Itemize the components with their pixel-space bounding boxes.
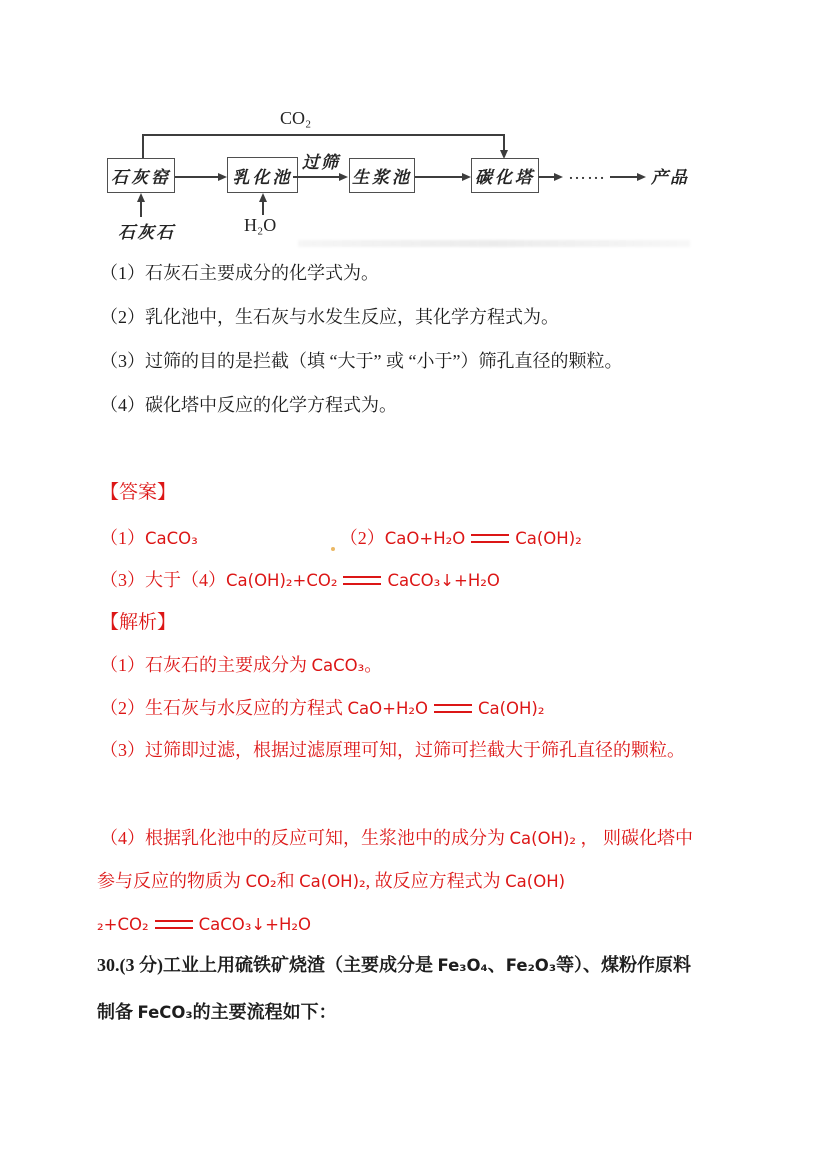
arrowhead-right-icon — [637, 173, 646, 181]
analysis-section-header: 【解析】 — [100, 612, 177, 633]
question-30-formula-fe3o4: Fe₃O₄ — [437, 956, 488, 975]
water-arrow-line — [262, 200, 264, 215]
scan-smudge — [298, 240, 690, 247]
answer-line-1 — [100, 527, 582, 550]
question-30-formula-fe2o3: Fe₂O₃ — [505, 956, 557, 975]
limestone-arrow-line — [140, 200, 142, 217]
question-30-tail: 等）、煤粉作原料 — [556, 955, 692, 975]
answer-4-equation-lhs: Ca(OH)₂+CO₂ — [226, 571, 338, 590]
question-1: （1）石灰石主要成分的化学式为。 — [100, 263, 379, 283]
answer-line-2 — [100, 569, 500, 592]
recycle-line-right — [503, 134, 505, 151]
arrow-tower-to-dots — [539, 176, 554, 178]
recycle-line-left — [142, 134, 144, 159]
box-slurry-pool — [349, 158, 415, 193]
box-emulsification-pool-label: 乳化池 — [232, 167, 293, 187]
arrowhead-right-icon — [339, 173, 348, 181]
scan-artifact-dot — [331, 547, 335, 551]
double-bond-equals-sign — [434, 704, 472, 713]
arrowhead-up-icon — [259, 193, 267, 202]
analysis-p3: （3）过筛即过滤，根据过滤原理可知，过筛可拦截大于筛孔直径的颗粒。 — [100, 740, 685, 760]
answer-4-equation-rhs: CaCO₃↓+H₂O — [387, 571, 500, 590]
answer-3-4-label: （3）大于（4） — [100, 570, 226, 590]
answer-1-formula: CaCO₃ — [145, 529, 198, 548]
arrow-pool-to-slurry — [293, 176, 339, 178]
analysis-p1-formula: CaCO₃ — [311, 656, 365, 675]
answer-2-label: （2） — [339, 528, 385, 548]
limestone-label: 石灰石 — [118, 223, 175, 242]
analysis-p4-line2-formula-co2: CO₂ — [245, 872, 277, 891]
arrowhead-right-icon — [554, 173, 563, 181]
analysis-p4-line1-formula: Ca(OH)₂ — [509, 829, 577, 848]
question-30-line2-tail: 的主要流程如下： — [192, 1002, 337, 1022]
arrow-slurry-to-tower — [415, 176, 462, 178]
analysis-p4-line1-text: （4）根据乳化池中的反应可知，生浆池中的成分为 — [100, 828, 510, 848]
answer-2-equation-lhs: CaO+H₂O — [384, 529, 466, 548]
analysis-p4-equation-lhs: ₂+CO₂ — [97, 915, 149, 934]
arrow-dots-to-product — [610, 176, 637, 178]
sieve-label: 过筛 — [302, 153, 340, 172]
answer-1-label: （1） — [100, 528, 145, 548]
analysis-p1-text: （1）石灰石的主要成分为 — [100, 655, 312, 675]
analysis-p1 — [100, 654, 382, 677]
question-30-formula-feco3: FeCO₃ — [137, 1003, 193, 1022]
arrowhead-right-icon — [218, 173, 227, 181]
box-lime-kiln — [107, 158, 175, 193]
box-carbonation-tower-label: 碳化塔 — [475, 168, 535, 187]
analysis-p4-line2-and: 和 — [276, 871, 300, 891]
analysis-p4-line2-formula-caoh: Ca(OH) — [505, 872, 566, 891]
arrowhead-right-icon — [462, 173, 471, 181]
process-ellipsis: …… — [568, 163, 606, 183]
box-slurry-pool-label: 生浆池 — [352, 168, 412, 187]
analysis-p4-line1 — [100, 827, 693, 850]
analysis-p4-equation-rhs: CaCO₃↓+H₂O — [198, 915, 311, 934]
analysis-p2-equation-lhs: CaO+H₂O — [347, 699, 428, 718]
analysis-p2 — [100, 697, 544, 720]
box-emulsification-pool — [227, 157, 298, 193]
analysis-p1-period: 。 — [364, 655, 383, 675]
question-30-text: 30.(3 分)工业上用硫铁矿烧渣（主要成分是 — [97, 955, 438, 975]
question-4: （4）碳化塔中反应的化学方程式为。 — [100, 395, 397, 415]
double-bond-equals-sign — [343, 576, 381, 585]
product-label: 产品 — [651, 168, 689, 187]
analysis-p4-line2 — [97, 870, 565, 893]
analysis-p2-equation-rhs: Ca(OH)₂ — [477, 699, 545, 718]
arrowhead-up-icon — [137, 193, 145, 202]
question-3: （3）过筛的目的是拦截（填 “大于” 或 “小于”）筛孔直径的颗粒。 — [100, 351, 623, 371]
double-bond-equals-sign — [471, 534, 509, 543]
analysis-p4-line2-formula-caoh2: Ca(OH)₂ — [299, 872, 366, 891]
process-flow-diagram — [0, 0, 827, 250]
box-lime-kiln-label: 石灰窑 — [111, 168, 171, 187]
analysis-p4-line2-text: 参与反应的物质为 — [97, 871, 246, 891]
question-30-separator: 、 — [487, 955, 506, 975]
question-30-line2 — [97, 1001, 337, 1024]
arrow-kiln-to-pool — [175, 176, 218, 178]
analysis-p2-text: （2）生石灰与水反应的方程式 — [100, 698, 348, 718]
analysis-p4-line1-tail: ， 则碳化塔中 — [576, 828, 694, 848]
recycle-line-top — [142, 134, 504, 136]
box-carbonation-tower — [471, 158, 539, 193]
question-2: （2）乳化池中，生石灰与水发生反应，其化学方程式为。 — [100, 307, 559, 327]
question-30-line2-text: 制备 — [97, 1002, 138, 1022]
water-label: H₂O — [244, 215, 277, 235]
answer-2-equation-rhs: Ca(OH)₂ — [515, 529, 582, 548]
analysis-p4-line2-tail: , 故反应方程式为 — [365, 871, 506, 891]
question-30-line1 — [97, 954, 691, 977]
analysis-p4-line3 — [97, 913, 311, 936]
co2-recycle-label: CO₂ — [280, 108, 312, 128]
double-bond-equals-sign — [155, 920, 193, 929]
answer-section-header: 【答案】 — [100, 482, 177, 503]
